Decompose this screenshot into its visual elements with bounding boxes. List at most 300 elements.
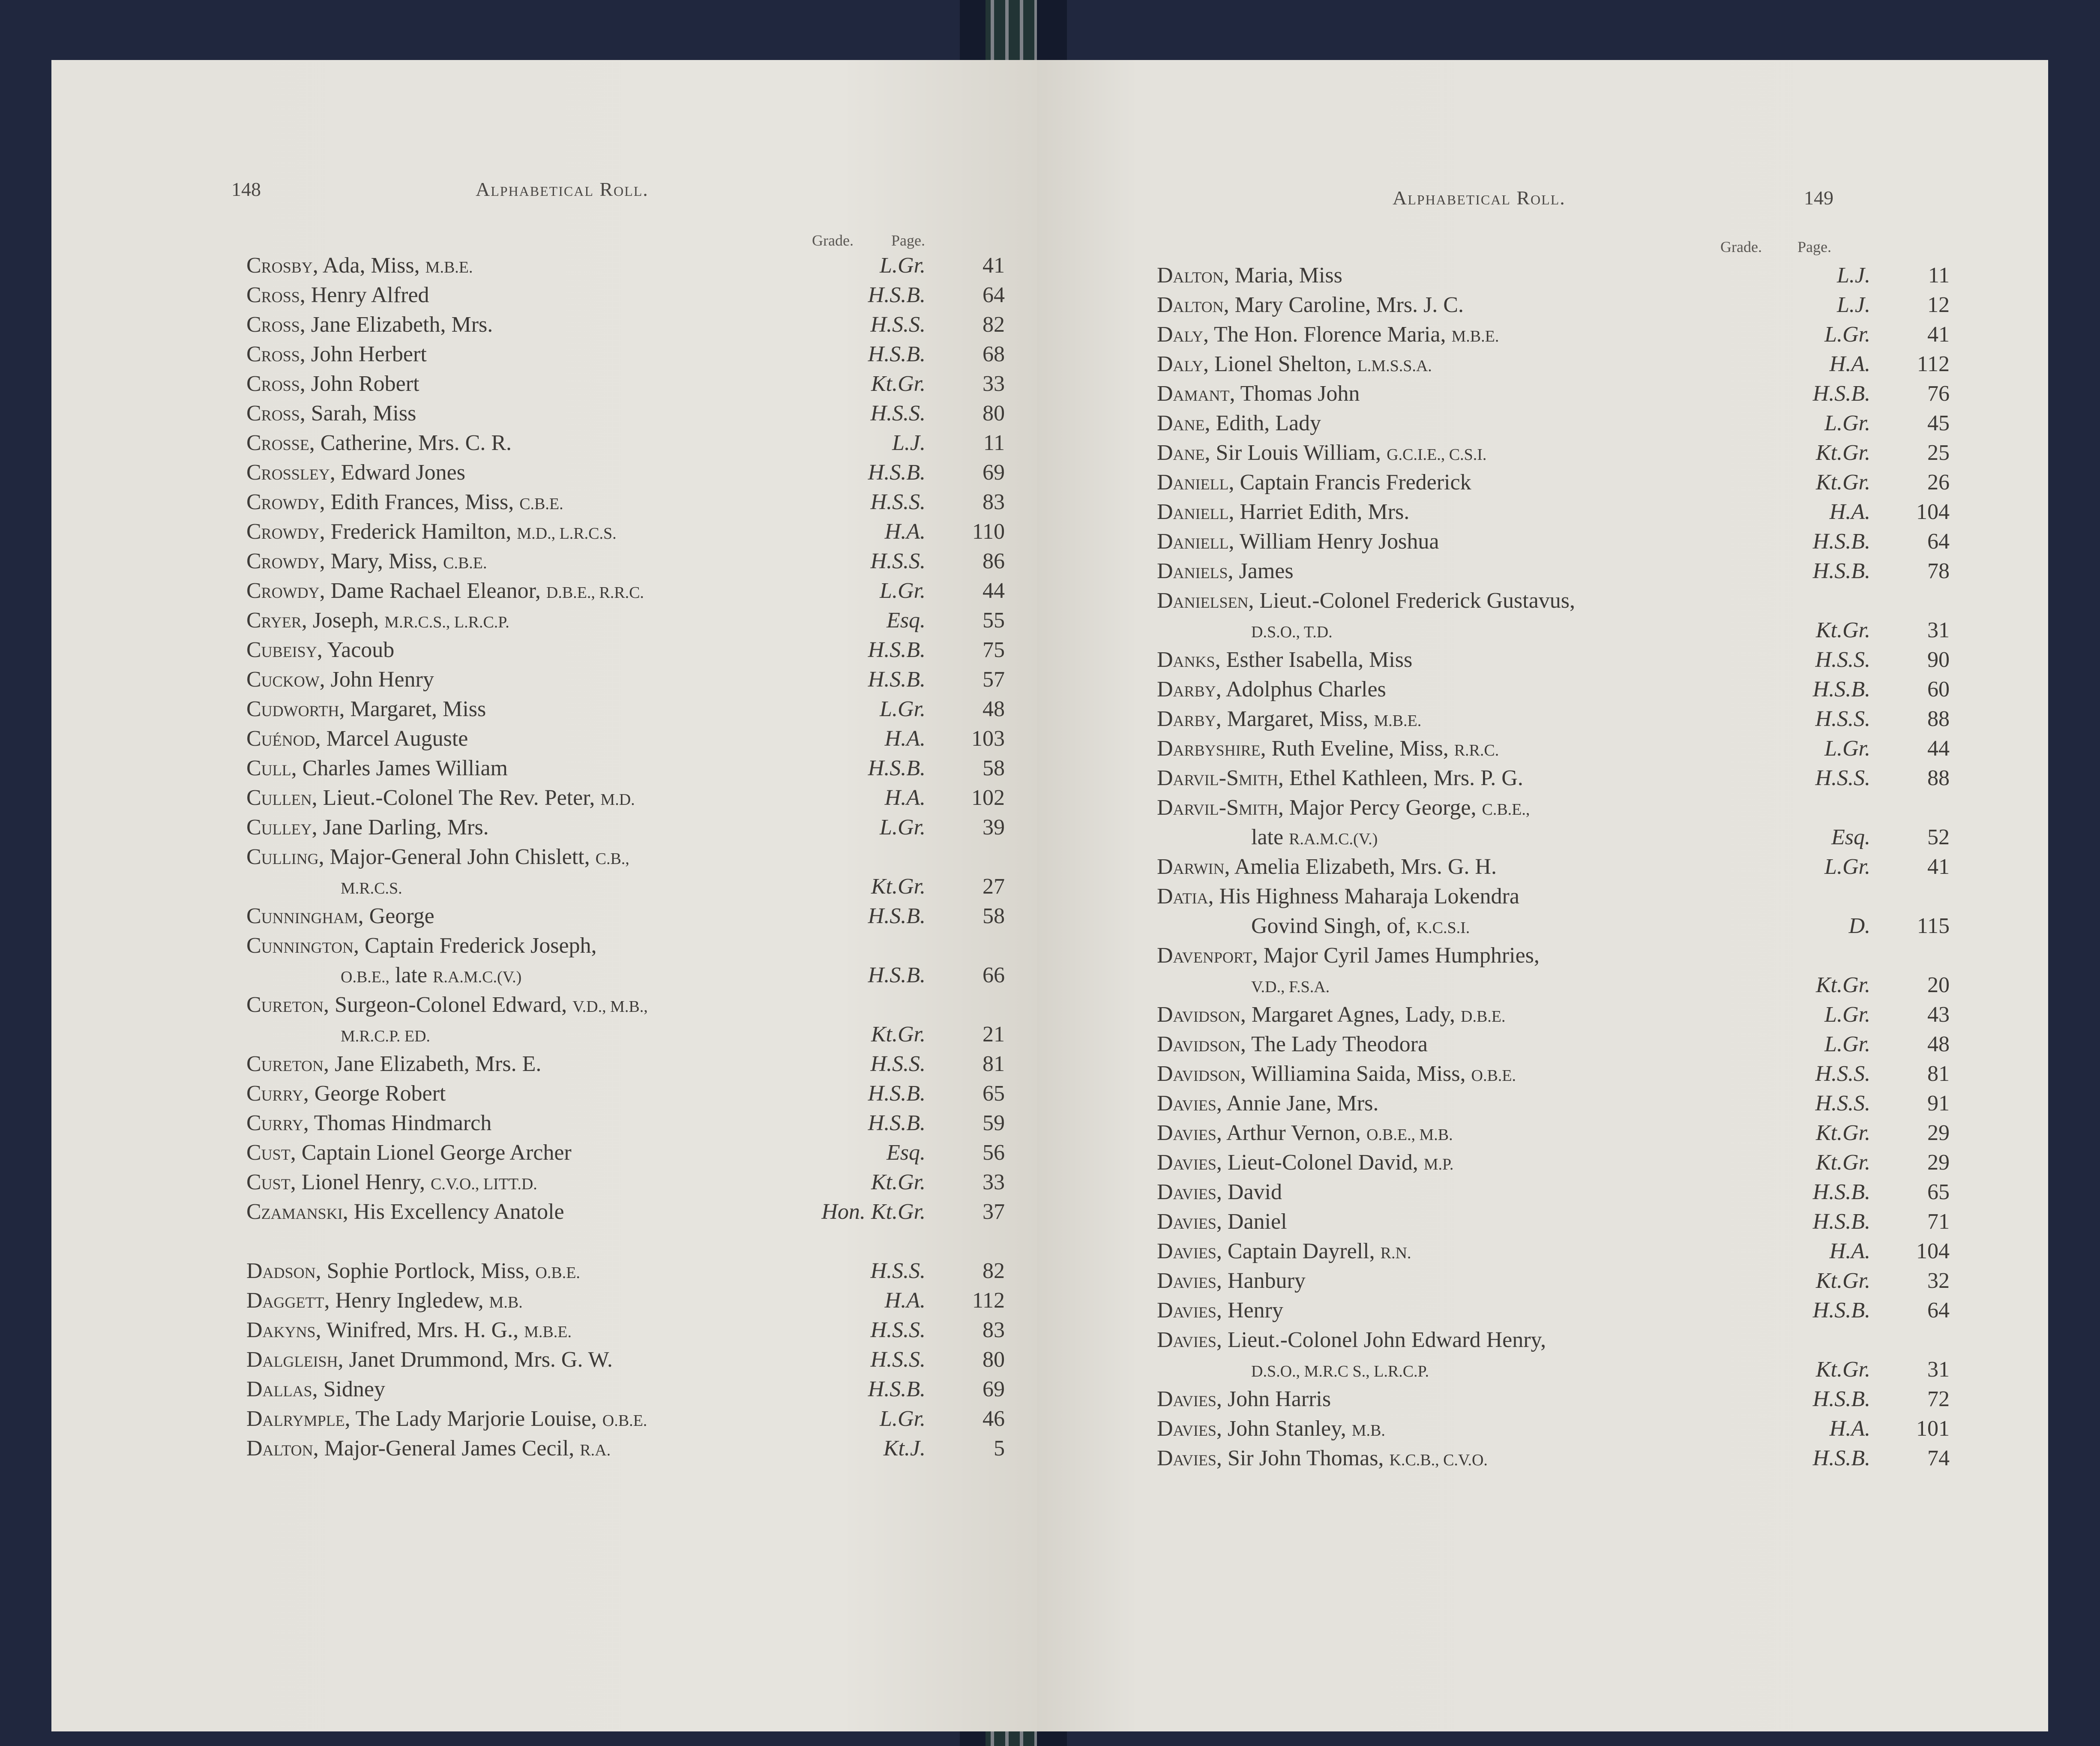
- entry-name: [246, 280, 429, 310]
- entry-given-names: , Edith, Lady: [1204, 411, 1321, 435]
- entry-page: 82: [983, 312, 1005, 337]
- entry-name: [246, 724, 468, 753]
- entry-name: [246, 635, 394, 665]
- entry-surname: Cryer: [246, 608, 302, 633]
- entry-name: [1157, 911, 1470, 943]
- entry-surname: Darby: [1157, 707, 1216, 731]
- entry-surname: Davies: [1157, 1180, 1216, 1204]
- entry-surname: Dane: [1157, 411, 1205, 435]
- entry-page: 59: [983, 1111, 1005, 1135]
- entry-grade: H.S.S.: [1815, 1062, 1870, 1086]
- table-row: [1157, 704, 1950, 734]
- entry-grade: Kt.Gr.: [1815, 618, 1870, 642]
- entry-surname: Darvil-Smith: [1157, 766, 1278, 790]
- table-row: [1157, 852, 1950, 882]
- entry-grade: H.S.B.: [868, 342, 926, 366]
- entry-grade: L.J.: [892, 431, 926, 455]
- entry-surname: Cross: [246, 342, 300, 366]
- table-row: [1157, 1029, 1950, 1059]
- entry-surname: Davies: [1157, 1239, 1216, 1263]
- entry-page: 41: [1927, 322, 1950, 347]
- entry-grade: L.Gr.: [880, 697, 926, 721]
- entry-surname: Dane: [1157, 441, 1205, 465]
- entry-page: 64: [1927, 1298, 1950, 1323]
- entry-page: 31: [1927, 1357, 1950, 1382]
- entry-surname: Dalton: [1157, 293, 1224, 317]
- entry-name: [1157, 822, 1378, 854]
- entry-given-names: , Major Percy George,: [1278, 795, 1482, 820]
- entry-given-names: , Marcel Auguste: [315, 726, 468, 751]
- entry-name: [1157, 645, 1412, 675]
- entry-honours: V.D., M.B.,: [572, 998, 648, 1016]
- entry-given-names: , Yacoub: [317, 638, 395, 662]
- entry-surname: Cross: [246, 372, 300, 396]
- left-page: [51, 60, 1037, 1731]
- entry-grade: Kt.Gr.: [1815, 973, 1870, 997]
- entry-name: [246, 546, 487, 578]
- entry-name: [1157, 556, 1294, 586]
- table-row: [246, 546, 1005, 576]
- entry-honours: M.R.C.S., L.R.C.P.: [384, 613, 509, 631]
- entry-surname: Crossley: [246, 460, 330, 485]
- entry-name: [1157, 852, 1497, 882]
- entry-name: [1157, 320, 1499, 351]
- entry-name: [1157, 1118, 1453, 1150]
- entry-name: [246, 1197, 564, 1227]
- table-row: [1157, 911, 1950, 941]
- entry-name: [246, 783, 635, 815]
- entry-name: [1157, 1059, 1516, 1091]
- entry-given-names: , John Harris: [1216, 1387, 1331, 1411]
- entry-grade: Kt.Gr.: [871, 1022, 926, 1047]
- entry-given-names: , Winifred, Mrs. H. G.,: [315, 1318, 524, 1342]
- entry-page: 60: [1927, 677, 1950, 702]
- entry-name: [246, 576, 644, 608]
- entry-surname: Dalgleish: [246, 1347, 338, 1372]
- entry-surname: Cullen: [246, 786, 312, 810]
- table-row: [246, 1345, 1005, 1374]
- entry-surname: Davenport: [1157, 943, 1252, 968]
- entry-grade: H.A.: [1829, 352, 1870, 376]
- entry-page: 83: [983, 490, 1005, 514]
- entry-given-names: , Henry: [1216, 1298, 1283, 1323]
- entry-honours: D.B.E.: [1461, 1008, 1506, 1026]
- entry-given-names: , Lionel Shelton,: [1203, 352, 1357, 376]
- entry-name: [246, 990, 648, 1022]
- entry-grade: Kt.J.: [883, 1436, 926, 1461]
- entry-name: [1157, 734, 1499, 765]
- table-row: [1157, 556, 1950, 586]
- entry-grade: H.S.B.: [868, 667, 926, 692]
- entry-name: [246, 487, 563, 519]
- table-row: [246, 1315, 1005, 1345]
- entry-grade: H.A.: [884, 519, 926, 544]
- table-row: [246, 1020, 1005, 1049]
- entry-surname: Davidson: [1157, 1032, 1240, 1056]
- table-row: [1157, 1118, 1950, 1148]
- entry-grade: L.J.: [1837, 293, 1870, 317]
- entry-given-names: , Ada, Miss,: [312, 253, 425, 278]
- entry-surname: Cunningham: [246, 904, 358, 928]
- entry-given-names: , Daniel: [1216, 1209, 1287, 1234]
- entry-page: 112: [1917, 352, 1950, 376]
- table-row: [1157, 1296, 1950, 1325]
- entry-given-names: , Harriet Edith, Mrs.: [1228, 500, 1410, 524]
- table-row: [1157, 941, 1950, 970]
- entry-grade: H.A.: [1829, 1239, 1870, 1263]
- entry-given-names: , John Robert: [300, 372, 419, 396]
- entry-surname: Darvil-Smith: [1157, 795, 1278, 820]
- entry-page: 56: [983, 1140, 1005, 1165]
- table-row: [246, 1049, 1005, 1079]
- entry-page: 112: [972, 1288, 1005, 1313]
- entry-name: [1157, 379, 1360, 408]
- table-row: [246, 842, 1005, 872]
- entry-surname: Cunnington: [246, 933, 353, 958]
- table-row: [1157, 1148, 1950, 1177]
- entry-grade: H.S.S.: [870, 549, 926, 573]
- right-running-head: Alphabetical Roll.: [1393, 187, 1566, 209]
- table-row: [1157, 1236, 1950, 1266]
- entry-grade: H.S.B.: [1812, 559, 1870, 583]
- entry-name: [1157, 438, 1486, 470]
- entry-grade: H.S.B.: [1812, 1387, 1870, 1411]
- entry-grade: Kt.Gr.: [871, 1170, 926, 1194]
- table-row: [1157, 1325, 1950, 1355]
- entry-given-names: , George: [358, 904, 434, 928]
- table-row: [246, 901, 1005, 931]
- left-col-grade: Grade.: [812, 232, 854, 249]
- entry-honours: O.B.E.: [602, 1412, 647, 1430]
- entry-grade: H.A.: [884, 786, 926, 810]
- entry-surname: Crowdy: [246, 579, 320, 603]
- entry-name: [1157, 704, 1421, 736]
- table-row: [1157, 675, 1950, 704]
- entry-name: [246, 310, 493, 339]
- entry-given-names: , Arthur Vernon,: [1216, 1121, 1366, 1145]
- entry-grade: H.S.S.: [1815, 648, 1870, 672]
- entry-given-names: , The Lady Theodora: [1240, 1032, 1428, 1056]
- entry-surname: Cross: [246, 283, 300, 307]
- entry-grade: Kt.Gr.: [871, 372, 926, 396]
- entry-honours: G.C.I.E., C.S.I.: [1387, 446, 1487, 464]
- entry-name: [246, 665, 434, 694]
- entry-surname: Datia: [1157, 884, 1208, 909]
- table-row: [246, 369, 1005, 399]
- entry-page: 80: [983, 1347, 1005, 1372]
- entry-surname: Danielsen: [1157, 588, 1249, 613]
- entry-page: 58: [983, 756, 1005, 780]
- entry-grade: Esq.: [1831, 825, 1870, 849]
- entry-page: 11: [983, 431, 1005, 455]
- entry-given-names: , Esther Isabella, Miss: [1215, 648, 1413, 672]
- entry-grade: L.J.: [1837, 263, 1870, 288]
- entry-honours: R.A.M.C.(V.): [1289, 830, 1378, 848]
- entry-name: [246, 1138, 572, 1167]
- entry-given-names: late: [1251, 825, 1289, 849]
- entry-given-names: , Dame Rachael Eleanor,: [319, 579, 546, 603]
- entry-name: [1157, 349, 1432, 381]
- left-page-number: 148: [231, 178, 261, 200]
- table-row: [246, 1138, 1005, 1167]
- table-row: [1157, 1000, 1950, 1029]
- entry-page: 81: [1927, 1062, 1950, 1086]
- entry-page: 64: [983, 283, 1005, 307]
- entry-grade: D.: [1848, 914, 1870, 938]
- entry-name: [246, 1167, 537, 1199]
- table-row: [1157, 1059, 1950, 1089]
- entry-page: 33: [983, 1170, 1005, 1194]
- table-row: [246, 487, 1005, 517]
- entry-given-names: , Captain Francis Frederick: [1228, 470, 1471, 495]
- entry-name: [246, 1286, 523, 1317]
- table-row: [246, 1286, 1005, 1315]
- entry-surname: Daniell: [1157, 470, 1229, 495]
- entry-surname: Curry: [246, 1081, 303, 1106]
- entry-given-names: , Lieut.-Colonel John Edward Henry,: [1216, 1328, 1546, 1352]
- entry-honours: R.R.C.: [1454, 741, 1499, 759]
- entry-name: [1157, 1207, 1287, 1236]
- table-row: [246, 399, 1005, 428]
- table-row: [246, 517, 1005, 546]
- entry-name: [246, 1079, 446, 1108]
- entry-name: [1157, 1000, 1506, 1032]
- entry-surname: Davies: [1157, 1209, 1216, 1234]
- entry-page: 81: [983, 1052, 1005, 1076]
- entry-grade: H.A.: [884, 726, 926, 751]
- entry-given-names: , Lieut.-Colonel The Rev. Peter,: [312, 786, 601, 810]
- entry-given-names: , David: [1216, 1180, 1282, 1204]
- entry-surname: Davidson: [1157, 1062, 1240, 1086]
- table-row: [246, 783, 1005, 813]
- entry-honours: K.C.S.I.: [1416, 919, 1470, 937]
- entry-grade: H.S.S.: [870, 490, 926, 514]
- entry-page: 64: [1927, 529, 1950, 554]
- entry-surname: Daggett: [246, 1288, 324, 1313]
- table-row: [1157, 261, 1950, 290]
- table-row: [246, 1197, 1005, 1227]
- entry-given-names: , Ruth Eveline, Miss,: [1260, 736, 1454, 761]
- entry-grade: H.S.B.: [1812, 677, 1870, 702]
- entry-given-names: , Mary, Miss,: [319, 549, 443, 573]
- entry-name: [246, 813, 489, 842]
- entry-given-names: , Captain Lionel George Archer: [290, 1140, 572, 1165]
- entry-surname: Davidson: [1157, 1002, 1240, 1027]
- entry-name: [246, 1020, 430, 1051]
- entry-name: [1157, 1177, 1282, 1207]
- entry-grade: H.S.S.: [1815, 766, 1870, 790]
- entry-page: 27: [983, 874, 1005, 899]
- table-row: [246, 1374, 1005, 1404]
- entry-name: [1157, 1266, 1306, 1296]
- entry-name: [1157, 1384, 1331, 1414]
- entry-given-names: , John Henry: [319, 667, 434, 692]
- entry-given-names: , Henry Ingledew,: [324, 1288, 489, 1313]
- entry-given-names: , Thomas Hindmarch: [303, 1111, 492, 1135]
- entry-given-names: , Adolphus Charles: [1216, 677, 1386, 702]
- entry-page: 72: [1927, 1387, 1950, 1411]
- entry-given-names: , His Highness Maharaja Lokendra: [1208, 884, 1519, 909]
- entry-page: 20: [1927, 973, 1950, 997]
- table-row: [1157, 970, 1950, 1000]
- entry-given-names: , Lieut-Colonel David,: [1216, 1150, 1424, 1175]
- entry-given-names: , Sophie Portlock, Miss,: [315, 1259, 536, 1283]
- entry-grade: L.Gr.: [1824, 411, 1870, 435]
- entry-surname: Crowdy: [246, 519, 320, 544]
- entry-honours: M.R.C.S.: [341, 879, 402, 897]
- entry-page: 86: [983, 549, 1005, 573]
- entry-given-names: , James: [1228, 559, 1294, 583]
- entry-grade: L.Gr.: [880, 815, 926, 840]
- entry-surname: Czamanski: [246, 1200, 343, 1224]
- section-gap: [246, 1227, 1005, 1256]
- table-row: [246, 1108, 1005, 1138]
- entry-grade: L.Gr.: [880, 253, 926, 278]
- entry-honours: M.D., L.R.C.S.: [517, 525, 617, 543]
- entry-given-names: , Jane Elizabeth, Mrs.: [300, 312, 493, 337]
- table-row: [1157, 734, 1950, 763]
- entry-surname: Dakyns: [246, 1318, 316, 1342]
- entry-honours: V.D., F.S.A.: [1251, 978, 1330, 996]
- table-row: [246, 339, 1005, 369]
- entry-grade: H.S.S.: [870, 1347, 926, 1372]
- table-row: [1157, 1443, 1950, 1473]
- entry-surname: Daly: [1157, 322, 1203, 347]
- entry-page: 104: [1916, 1239, 1950, 1263]
- entry-page: 83: [983, 1318, 1005, 1342]
- entry-surname: Daniels: [1157, 559, 1228, 583]
- entry-grade: L.Gr.: [1824, 736, 1870, 761]
- entry-surname: Davies: [1157, 1416, 1216, 1441]
- entry-honours: C.B.E.,: [1482, 801, 1530, 819]
- table-row: [246, 931, 1005, 960]
- entry-name: [1157, 882, 1519, 911]
- entry-name: [246, 369, 419, 399]
- entry-name: [246, 1108, 491, 1138]
- entry-grade: H.S.B.: [868, 963, 926, 987]
- entry-grade: Esq.: [887, 1140, 926, 1165]
- entry-honours: M.B.: [1351, 1422, 1385, 1440]
- entry-surname: Culling: [246, 845, 319, 869]
- entry-name: [246, 458, 465, 487]
- entry-surname: Davies: [1157, 1446, 1216, 1470]
- entry-surname: Davies: [1157, 1091, 1216, 1116]
- entry-page: 74: [1927, 1446, 1950, 1470]
- entry-given-names: , Jane Elizabeth, Mrs. E.: [324, 1052, 542, 1076]
- table-row: [246, 724, 1005, 753]
- entry-page: 37: [983, 1200, 1005, 1224]
- entry-given-names: , The Hon. Florence Maria,: [1203, 322, 1452, 347]
- entry-name: [1157, 1325, 1546, 1355]
- table-row: [1157, 645, 1950, 675]
- entry-grade: H.S.B.: [868, 1081, 926, 1106]
- entry-name: [246, 960, 521, 992]
- entry-honours: D.S.O., M.R.C S., L.R.C.P.: [1251, 1362, 1429, 1380]
- entry-honours: R.A.M.C.(V.): [433, 968, 522, 986]
- entry-name: [1157, 1355, 1429, 1386]
- entry-name-continuation: late: [389, 963, 433, 987]
- entry-honours: O.B.E.,: [341, 968, 389, 986]
- entry-given-names: , Jane Darling, Mrs.: [312, 815, 489, 840]
- entry-honours: R.N.: [1380, 1244, 1411, 1262]
- entry-name: [246, 1374, 385, 1404]
- entry-given-names: , Catherine, Mrs. C. R.: [309, 431, 512, 455]
- entry-name: [246, 901, 434, 931]
- entry-name: [1157, 1029, 1428, 1059]
- entry-name: [1157, 468, 1471, 497]
- entry-page: 11: [1928, 263, 1950, 288]
- entry-name: [246, 1434, 611, 1465]
- entry-name: [1157, 586, 1575, 615]
- entry-surname: Cross: [246, 401, 300, 426]
- entry-name: [246, 1404, 647, 1436]
- table-row: [1157, 1384, 1950, 1414]
- entry-grade: Kt.Gr.: [1815, 470, 1870, 495]
- entry-surname: Daniell: [1157, 500, 1229, 524]
- entry-surname: Daly: [1157, 352, 1203, 376]
- table-row: [246, 428, 1005, 458]
- entry-given-names: , Charles James William: [291, 756, 508, 780]
- entry-name: [246, 1315, 572, 1347]
- entry-honours: D.S.O., T.D.: [1251, 623, 1333, 641]
- entry-page: 69: [983, 1377, 1005, 1401]
- entry-honours: M.P.: [1423, 1155, 1454, 1173]
- entry-page: 82: [983, 1259, 1005, 1283]
- entry-page: 103: [971, 726, 1005, 751]
- entry-page: 46: [983, 1407, 1005, 1431]
- entry-given-names: , Surgeon-Colonel Edward,: [324, 993, 573, 1017]
- entry-given-names: , Captain Dayrell,: [1216, 1239, 1381, 1263]
- entry-grade: H.A.: [1829, 1416, 1870, 1441]
- entry-grade: H.S.B.: [868, 460, 926, 485]
- entry-name: [1157, 1089, 1378, 1118]
- entry-name: [246, 339, 427, 369]
- entry-name: [1157, 1236, 1411, 1268]
- entry-page: 65: [1927, 1180, 1950, 1204]
- entry-surname: Cudworth: [246, 697, 339, 721]
- entry-surname: Cust: [246, 1140, 291, 1165]
- entry-surname: Davies: [1157, 1298, 1216, 1323]
- entry-honours: M.B.E.: [1374, 712, 1422, 730]
- entry-given-names: , Ethel Kathleen, Mrs. P. G.: [1278, 766, 1523, 790]
- entry-grade: H.S.B.: [1812, 1298, 1870, 1323]
- entry-page: 71: [1927, 1209, 1950, 1234]
- table-row: [246, 1404, 1005, 1434]
- entry-surname: Davies: [1157, 1328, 1216, 1352]
- table-row: [246, 1167, 1005, 1197]
- entry-given-names: , Major-General James Cecil,: [313, 1436, 580, 1461]
- entry-given-names: , Williamina Saida, Miss,: [1240, 1062, 1471, 1086]
- table-row: [1157, 320, 1950, 349]
- entry-surname: Davies: [1157, 1121, 1216, 1145]
- entry-name: [1157, 675, 1386, 704]
- entry-name: [246, 842, 629, 874]
- table-row: [1157, 408, 1950, 438]
- entry-surname: Darwin: [1157, 855, 1225, 879]
- table-row: [1157, 468, 1950, 497]
- entry-given-names: , Major Cyril James Humphries,: [1252, 943, 1540, 968]
- entry-honours: M.B.E.: [524, 1323, 572, 1341]
- entry-given-names: , Annie Jane, Mrs.: [1216, 1091, 1379, 1116]
- table-row: [246, 960, 1005, 990]
- table-row: [1157, 1177, 1950, 1207]
- entry-surname: Davies: [1157, 1387, 1216, 1411]
- entry-grade: Kt.Gr.: [1815, 1269, 1870, 1293]
- table-row: [246, 1434, 1005, 1463]
- entry-honours: R.A.: [580, 1441, 611, 1459]
- entry-given-names: , Sarah, Miss: [300, 401, 416, 426]
- entry-page: 66: [983, 963, 1005, 987]
